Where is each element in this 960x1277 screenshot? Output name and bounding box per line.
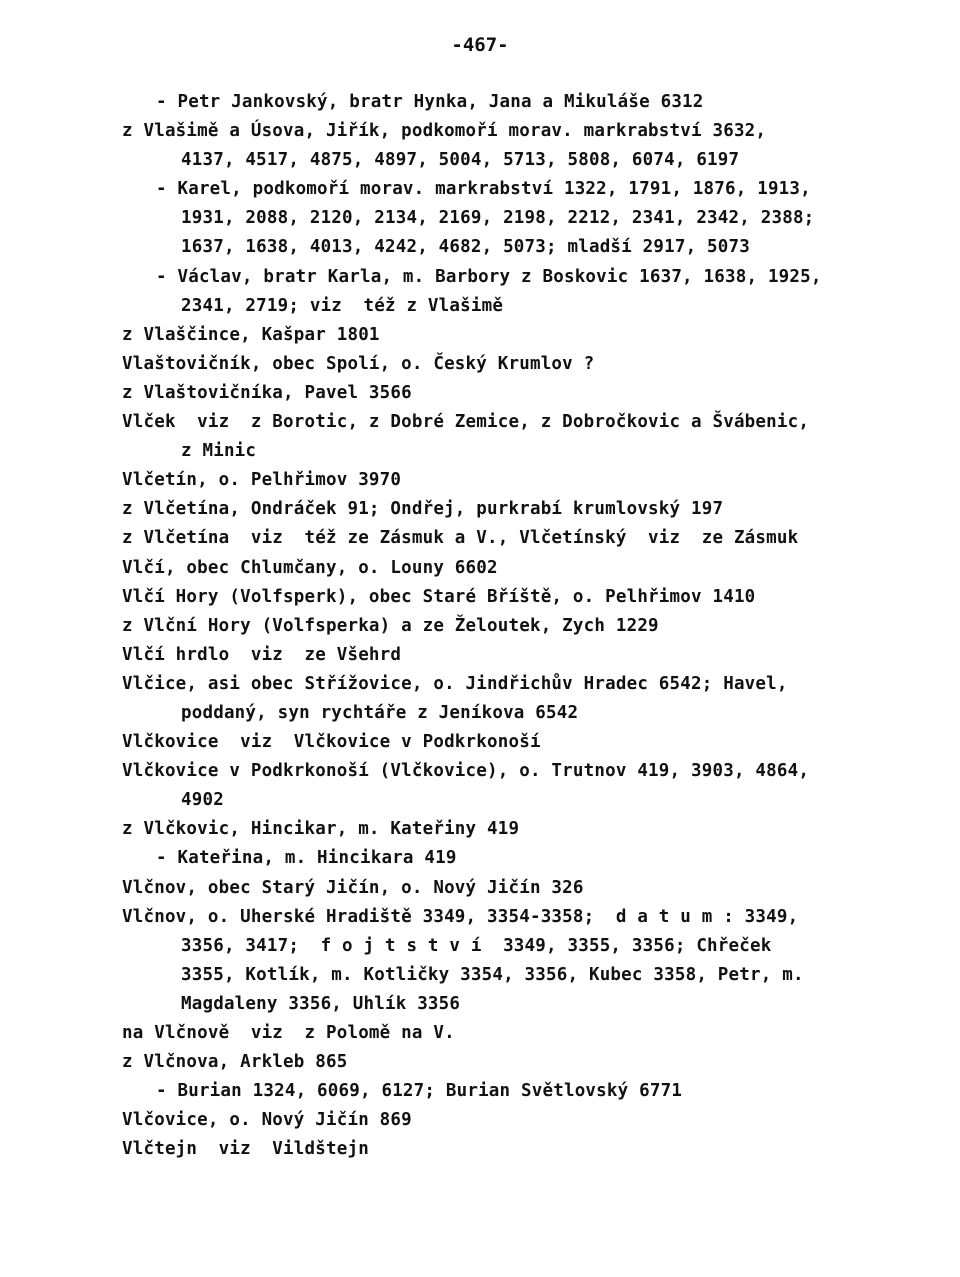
index-continuation-line: 3355, Kotlík, m. Kotličky 3354, 3356, Kubec 3358, Petr, m. xyxy=(181,964,804,985)
index-continuation-line: 1931, 2088, 2120, 2134, 2169, 2198, 2212, 2341, 2342, 2388; xyxy=(181,208,815,229)
index-continuation-line: z Minic xyxy=(181,441,257,462)
index-entry-line: Vlček viz z Borotic, z Dobré Zemice, z Dobročkovic a Švábenic, xyxy=(122,412,810,433)
index-entry-line: na Vlčnově viz z Polomě na V. xyxy=(122,1023,455,1043)
index-entry-line: z Vlčkovic, Hincikar, m. Kateřiny 419 xyxy=(122,819,520,840)
index-entries xyxy=(0,88,960,1164)
index-continuation-line: - Burian 1324, 6069, 6127; Burian Světlovský 6771 xyxy=(156,1081,683,1102)
index-continuation-line: - Petr Jankovský, bratr Hynka, Jana a Mikuláše 6312 xyxy=(156,92,704,112)
index-entry-line: Vlčice, asi obec Střížovice, o. Jindřichův Hradec 6542; Havel, xyxy=(122,673,788,694)
index-entry-line: z Vlaštovičníka, Pavel 3566 xyxy=(122,382,412,403)
index-continuation-line: Magdaleny 3356, Uhlík 3356 xyxy=(181,993,461,1014)
index-continuation-line: - Karel, podkomoří morav. markrabství 1322, 1791, 1876, 1913, xyxy=(156,179,811,200)
index-continuation-line: - Kateřina, m. Hincikara 419 xyxy=(156,848,457,869)
index-continuation-line: - Václav, bratr Karla, m. Barbory z Boskovic 1637, 1638, 1925, xyxy=(156,266,822,287)
index-entry-line: Vlaštovičník, obec Spolí, o. Český Krumlov ? xyxy=(122,353,595,374)
index-entry-line: Vlčí, obec Chlumčany, o. Louny 6602 xyxy=(122,557,498,578)
index-entry-line: z Vlční Hory (Volfsperka) a ze Želoutek, Zych 1229 xyxy=(122,615,659,636)
index-entry-line: Vlčetín, o. Pelhřimov 3970 xyxy=(122,470,402,491)
index-entry-line: z Vlašimě a Úsova, Jiřík, podkomoří morav. markrabství 3632, xyxy=(122,121,767,142)
index-entry-line: z Vlčetína, Ondráček 91; Ondřej, purkrabí krumlovský 197 xyxy=(122,499,724,520)
index-continuation-line: 3356, 3417; f o j t s t v í 3349, 3355, 3356; Chřeček xyxy=(181,935,772,956)
index-entry-line: z Vlčetína viz též ze Zásmuk a V., Vlčetínský viz ze Zásmuk xyxy=(122,528,799,549)
index-entry-line: Vlčkovice viz Vlčkovice v Podkrkonoší xyxy=(122,732,541,753)
index-continuation-line: 4902 xyxy=(181,790,224,811)
page-number: -467- xyxy=(451,34,509,56)
index-entry-line: Vlčtejn viz Vildštejn xyxy=(122,1139,369,1160)
index-entry-line: Vlčí Hory (Volfsperk), obec Staré Bříště, o. Pelhřimov 1410 xyxy=(122,586,756,607)
index-continuation-line: 1637, 1638, 4013, 4242, 4682, 5073; mladší 2917, 5073 xyxy=(181,237,751,258)
index-continuation-line: 4137, 4517, 4875, 4897, 5004, 5713, 5808, 6074, 6197 xyxy=(181,150,740,171)
index-entry-line: Vlčnov, obec Starý Jičín, o. Nový Jičín 326 xyxy=(122,877,584,898)
index-entry-line: Vlčovice, o. Nový Jičín 869 xyxy=(122,1110,412,1131)
index-entry-line: z Vlaščince, Kašpar 1801 xyxy=(122,324,380,345)
index-entry-line: z Vlčnova, Arkleb 865 xyxy=(122,1052,348,1073)
index-continuation-line: poddaný, syn rychtáře z Jeníkova 6542 xyxy=(181,702,579,723)
index-entry-line: Vlčí hrdlo viz ze Všehrd xyxy=(122,644,402,665)
index-continuation-line: 2341, 2719; viz též z Vlašimě xyxy=(181,295,504,316)
index-entry-line: Vlčkovice v Podkrkonoší (Vlčkovice), o. Trutnov 419, 3903, 4864, xyxy=(122,761,810,782)
index-entry-line: Vlčnov, o. Uherské Hradiště 3349, 3354-3358; d a t u m : 3349, xyxy=(122,906,799,927)
